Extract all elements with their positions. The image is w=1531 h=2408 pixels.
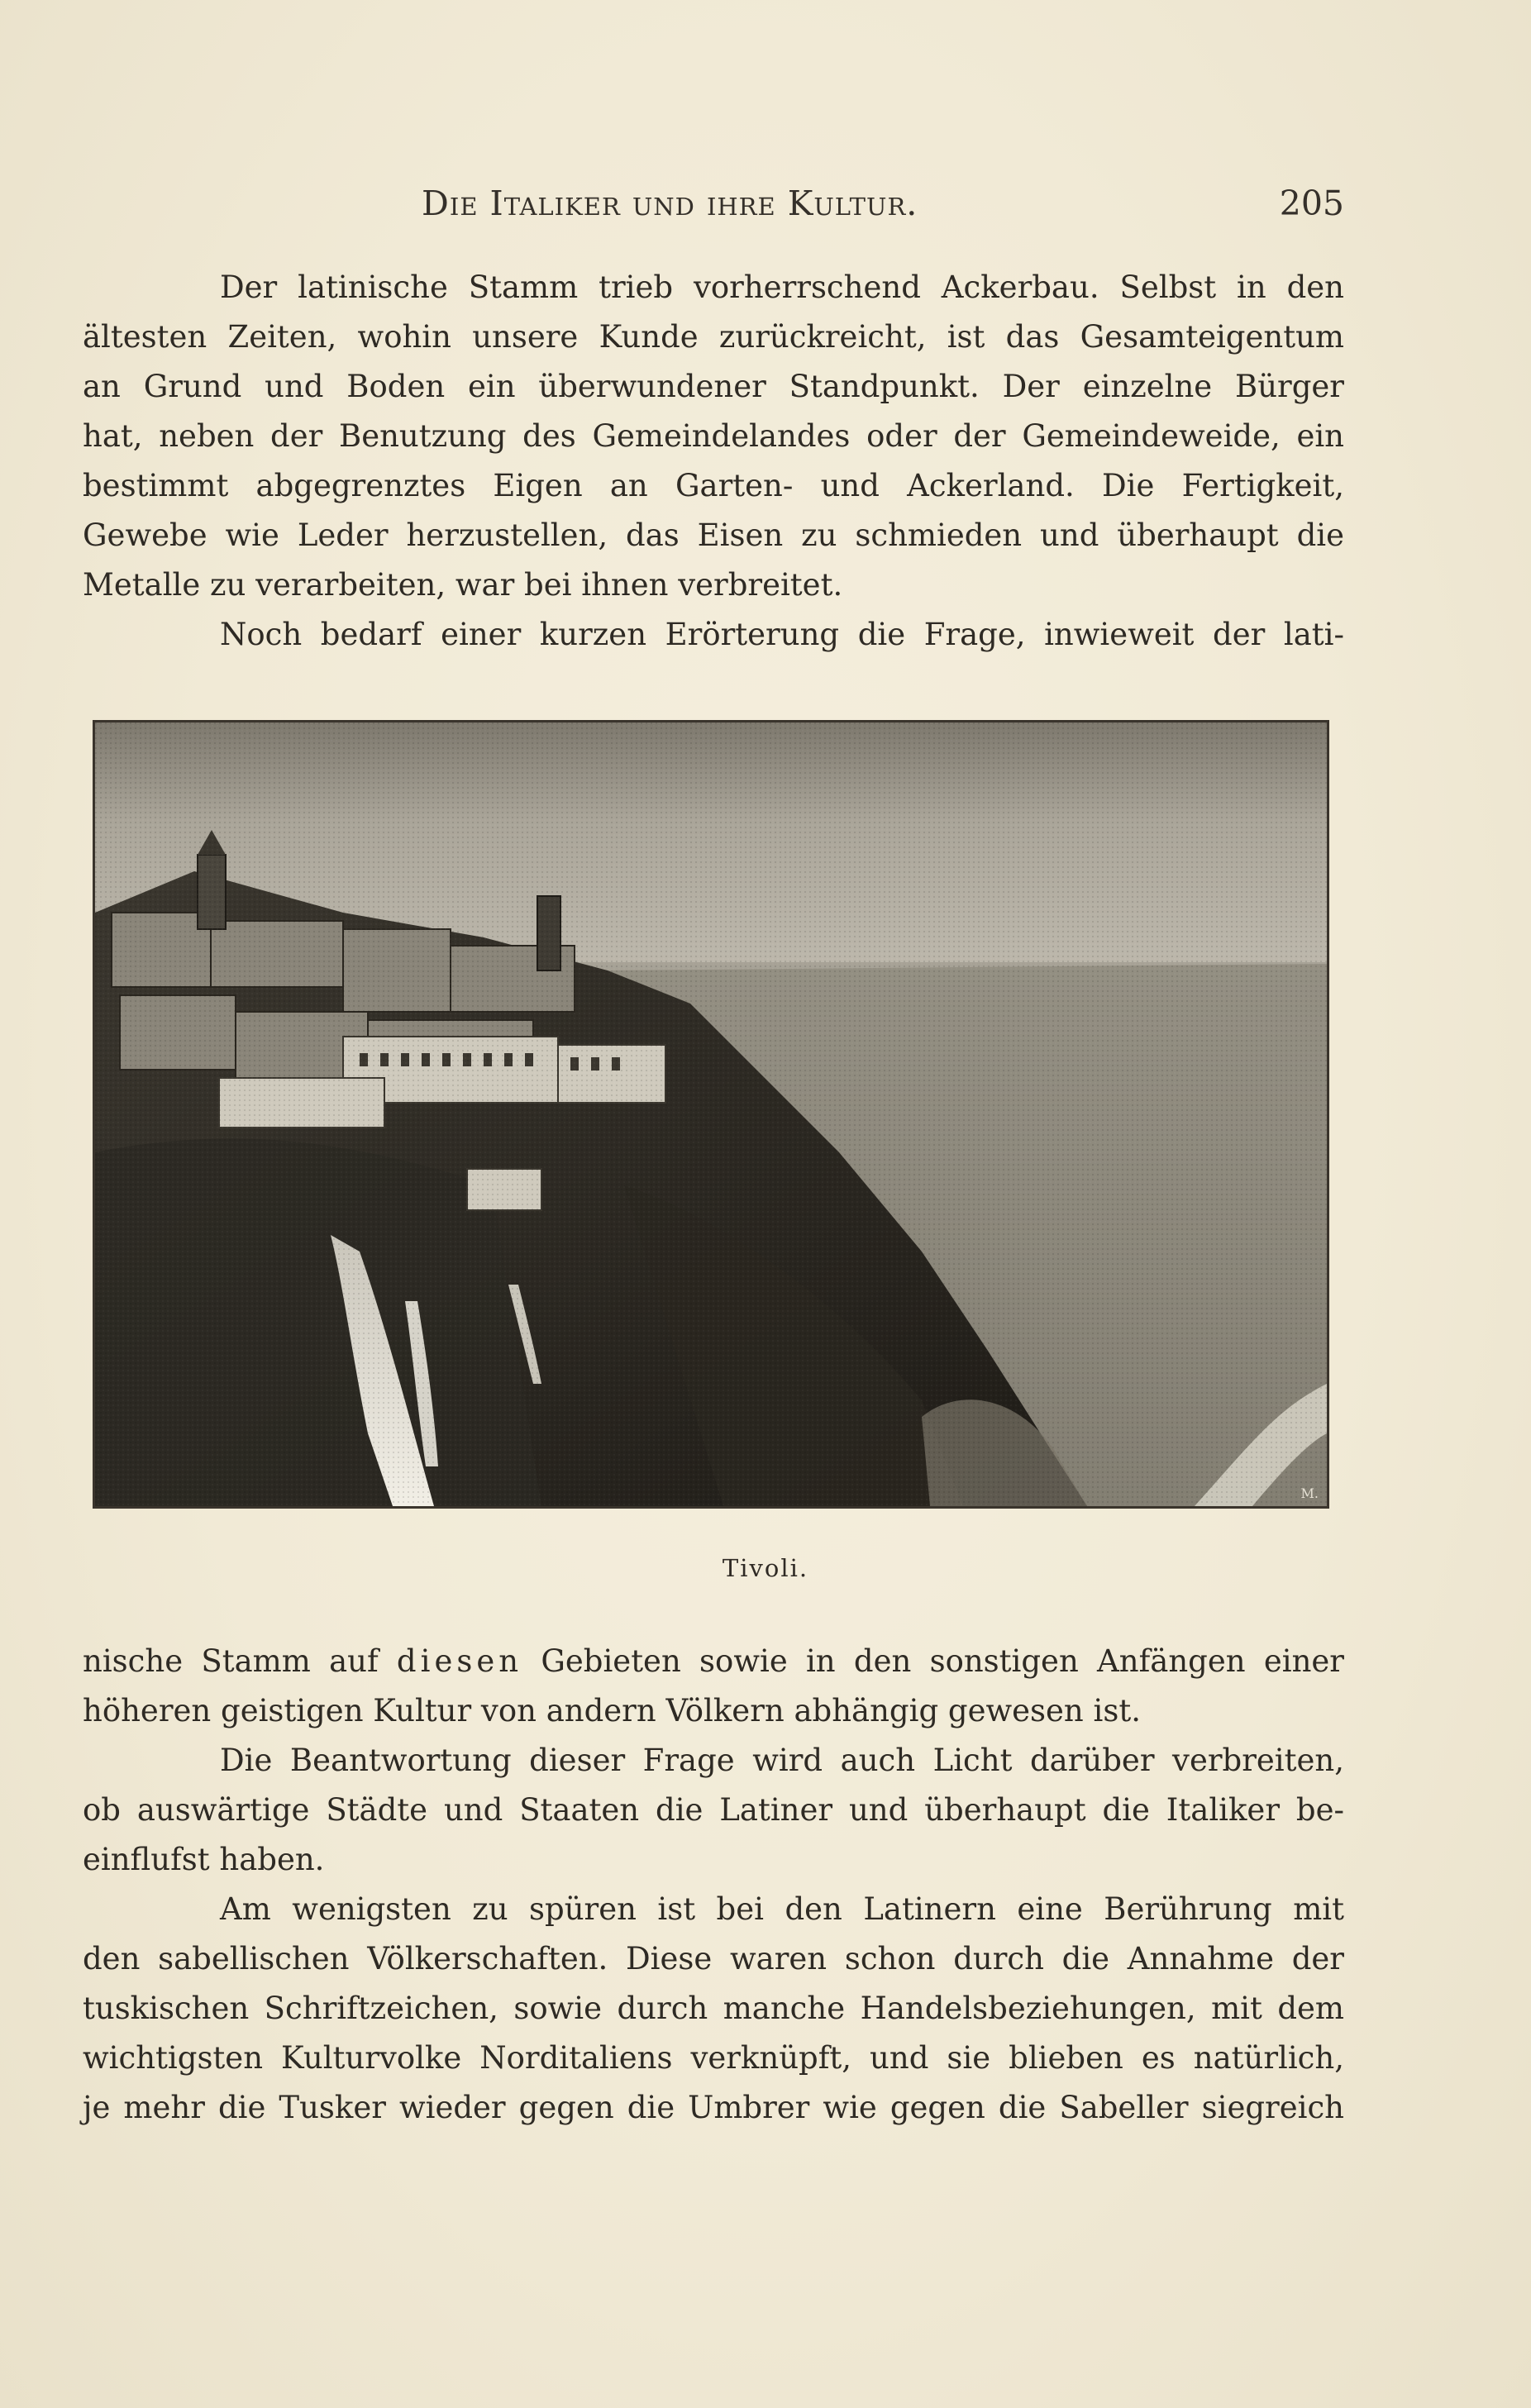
text-block-bottom: [83, 1637, 1344, 2133]
text-line: Noch bedarf einer kurzen Erörterung die Frage, inwieweit der lati-: [220, 617, 1344, 652]
text-line: Gewebe wie Leder herzustellen, das Eisen zu schmieden und überhaupt die: [83, 517, 1344, 553]
text-line: je mehr die Tusker wieder gegen die Umbrer wie gegen die Sabeller siegreich: [83, 2090, 1344, 2125]
running-head: [83, 184, 1344, 233]
text-fragment: nische Stamm auf: [83, 1643, 397, 1679]
text-line: Metalle zu verarbeiten, war bei ihnen verbreitet.: [83, 567, 843, 603]
text-line: hat, neben der Benutzung des Gemeindelandes oder der Gemeindeweide, ein: [83, 418, 1344, 454]
text-fragment: Gebieten sowie in den sonstigen Anfängen einer: [522, 1643, 1344, 1679]
text-line: [83, 1637, 1344, 1686]
text-line: ob auswärtige Städte und Staaten die Latiner und überhaupt die Italiker be-: [83, 1792, 1344, 1828]
text-line: Die Beantwortung dieser Frage wird auch Licht darüber verbreiten,: [220, 1743, 1344, 1778]
tivoli-photograph: [93, 720, 1329, 1509]
figure-caption: Tivoli.: [722, 1554, 809, 1582]
text-line: wichtigsten Kulturvolke Norditaliens verknüpft, und sie blieben es natürlich,: [83, 2040, 1344, 2076]
page-number: 205: [1279, 184, 1344, 223]
text-line: den sabellischen Völkerschaften. Diese waren schon durch die Annahme der: [83, 1941, 1344, 1976]
text-line: ältesten Zeiten, wohin unsere Kunde zurückreicht, ist das Gesamteigentum: [83, 319, 1344, 355]
text-line: an Grund und Boden ein überwundener Standpunkt. Der einzelne Bürger: [83, 369, 1344, 404]
running-title: Die Italiker und ihre Kultur.: [422, 184, 918, 223]
text-line: Am wenigsten zu spüren ist bei den Latinern eine Berührung mit: [220, 1891, 1344, 1927]
text-line: höheren geistigen Kultur von andern Völkern abhängig gewesen ist.: [83, 1693, 1141, 1729]
text-line: einflufst haben.: [83, 1842, 325, 1877]
tivoli-landscape-illustration: [95, 722, 1327, 1506]
photographer-monogram: M.: [1300, 1485, 1319, 1501]
text-line: bestimmt abgegrenztes Eigen an Garten- und Ackerland. Die Fertigkeit,: [83, 468, 1344, 503]
emphasized-word: diesen: [396, 1643, 523, 1679]
text-block-top: [83, 263, 1344, 660]
text-line: Der latinische Stamm trieb vorherrschend Ackerbau. Selbst in den: [220, 269, 1344, 305]
text-line: tuskischen Schriftzeichen, sowie durch manche Handelsbeziehungen, mit dem: [83, 1991, 1344, 2026]
